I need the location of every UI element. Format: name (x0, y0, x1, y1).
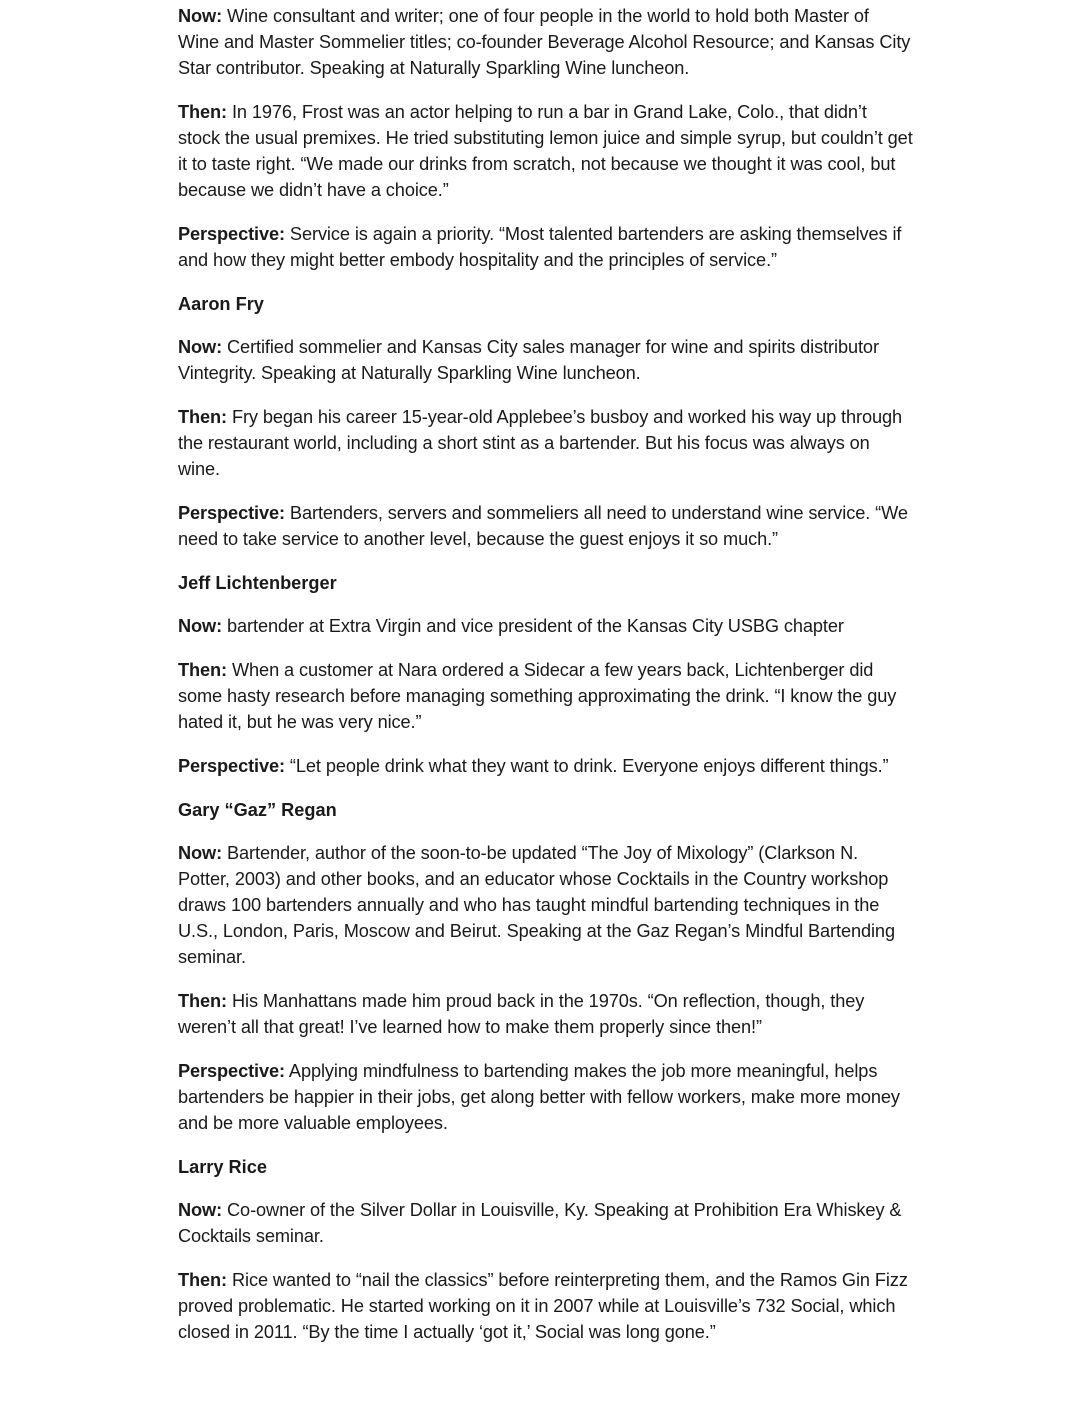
then-paragraph (178, 988, 913, 1040)
person-name-heading: Gary “Gaz” Regan (178, 800, 337, 820)
now-label: Now: (178, 1200, 223, 1220)
now-paragraph (178, 1197, 913, 1249)
perspective-label: Perspective: (178, 1061, 285, 1081)
now-text: Co-owner of the Silver Dollar in Louisville, Ky. Speaking at Prohibition Era Whiskey & Cocktails seminar. (178, 1200, 902, 1246)
profile-entry (178, 291, 913, 552)
profile-entry (178, 3, 913, 273)
then-paragraph (178, 1267, 913, 1345)
then-label: Then: (178, 407, 228, 427)
now-paragraph (178, 3, 913, 81)
person-name-heading: Larry Rice (178, 1157, 267, 1177)
perspective-label: Perspective: (178, 503, 285, 523)
perspective-text: “Let people drink what they want to drink. Everyone enjoys different things.” (284, 756, 889, 776)
now-paragraph (178, 840, 913, 970)
person-name-heading: Aaron Fry (178, 294, 264, 314)
then-paragraph (178, 657, 913, 735)
person-name-heading: Jeff Lichtenberger (178, 573, 337, 593)
profile-entry (178, 1154, 913, 1345)
then-label: Then: (178, 991, 228, 1011)
perspective-paragraph (178, 1058, 913, 1136)
now-text: Bartender, author of the soon-to-be updated “The Joy of Mixology” (Clarkson N. Potter, 2003) and other books, and an educator whose Cocktails in the Country workshop draws 100 bartenders annually and who has taught mindful bartending techniques in the U.S., London, Paris, Moscow and Beirut. Speaking at the Gaz Regan’s Mindful Bartending seminar. (178, 843, 895, 967)
then-text: In 1976, Frost was an actor helping to run a bar in Grand Lake, Colo., that didn’t stock the usual premixes. He tried substituting lemon juice and simple syrup, but couldn’t get it to taste right. “We made our drinks from scratch, not because we thought it was cool, but because we didn’t have a choice.” (178, 102, 913, 200)
then-text: When a customer at Nara ordered a Sidecar a few years back, Lichtenberger did some hasty research before managing something approximating the drink. “I know the guy hated it, but he was very nice.” (178, 660, 897, 732)
profile-entry (178, 570, 913, 779)
then-paragraph (178, 99, 913, 203)
profile-entry (178, 797, 913, 1136)
then-label: Then: (178, 102, 228, 122)
now-paragraph (178, 334, 913, 386)
now-text: bartender at Extra Virgin and vice president of the Kansas City USBG chapter (222, 616, 844, 636)
then-paragraph (178, 404, 913, 482)
perspective-paragraph (178, 500, 913, 552)
then-label: Then: (178, 660, 228, 680)
perspective-label: Perspective: (178, 756, 285, 776)
perspective-label: Perspective: (178, 224, 285, 244)
perspective-text: Applying mindfulness to bartending makes the job more meaningful, helps bartenders be happier in their jobs, get along better with fellow workers, make more money and be more valuable employees. (178, 1061, 900, 1133)
article-body (178, 3, 913, 1363)
now-paragraph (178, 613, 913, 639)
now-label: Now: (178, 337, 223, 357)
then-text: Fry began his career 15-year-old Applebee’s busboy and worked his way up through the restaurant world, including a short stint as a bartender. But his focus was always on wine. (178, 407, 903, 479)
now-label: Now: (178, 616, 223, 636)
perspective-text: Service is again a priority. “Most talented bartenders are asking themselves if and how they might better embody hospitality and the principles of service.” (178, 224, 902, 270)
then-text: Rice wanted to “nail the classics” before reinterpreting them, and the Ramos Gin Fizz proved problematic. He started working on it in 2007 while at Louisville’s 732 Social, which closed in 2011. “By the time I actually ‘got it,’ Social was long gone.” (178, 1270, 908, 1342)
now-text: Certified sommelier and Kansas City sales manager for wine and spirits distributor Vintegrity. Speaking at Naturally Sparkling Wine luncheon. (178, 337, 879, 383)
perspective-paragraph (178, 221, 913, 273)
now-label: Now: (178, 843, 223, 863)
perspective-text: Bartenders, servers and sommeliers all need to understand wine service. “We need to take service to another level, because the guest enjoys it so much.” (178, 503, 908, 549)
then-label: Then: (178, 1270, 228, 1290)
now-label: Now: (178, 6, 223, 26)
then-text: His Manhattans made him proud back in the 1970s. “On reflection, though, they weren’t all that great! I’ve learned how to make them properly since then!” (178, 991, 865, 1037)
perspective-paragraph (178, 753, 913, 779)
now-text: Wine consultant and writer; one of four people in the world to hold both Master of Wine and Master Sommelier titles; co-founder Beverage Alcohol Resource; and Kansas City Star contributor. Speaking at Naturally Sparkling Wine luncheon. (178, 6, 911, 78)
